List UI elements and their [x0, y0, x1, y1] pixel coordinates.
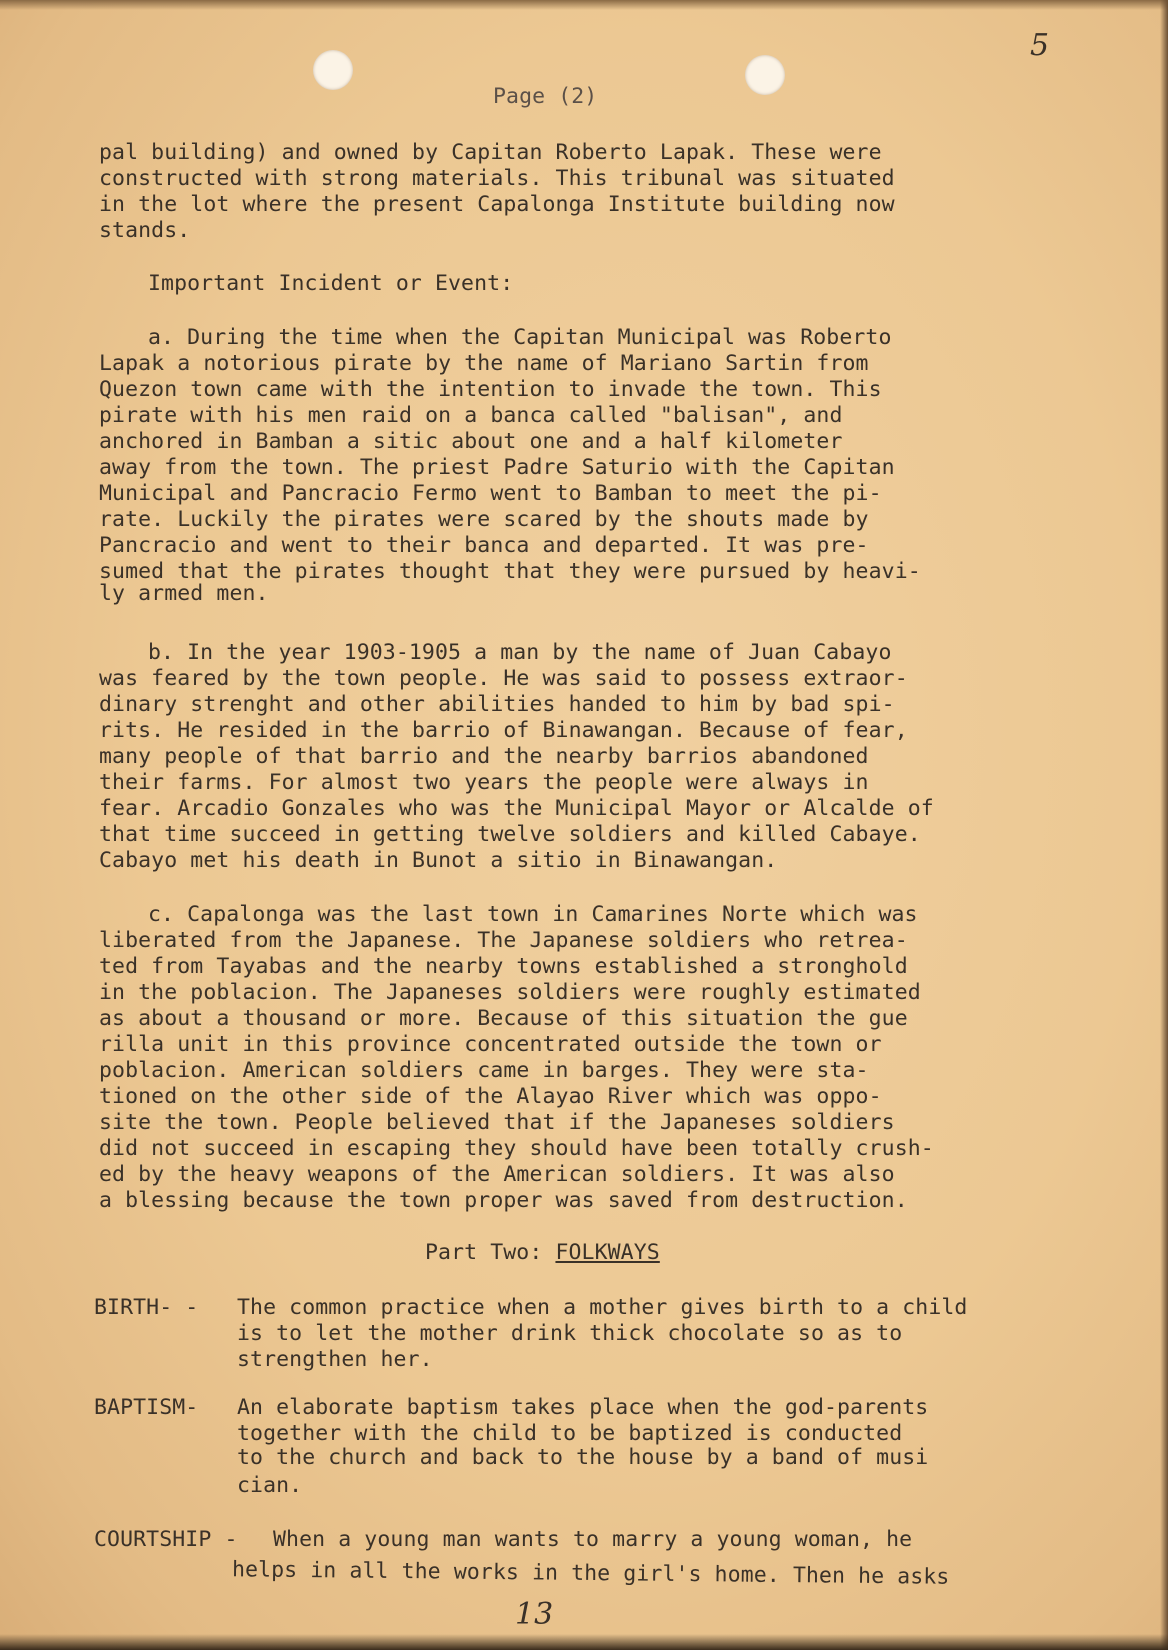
text-line: c. Capalonga was the last town in Camarines Norte which was	[148, 902, 918, 927]
text-line: Quezon town came with the intention to invade the town. This	[99, 377, 882, 402]
folkway-label: BAPTISM-	[94, 1395, 199, 1420]
text-line: sumed that the pirates thought that they were pursued by heavi-	[99, 559, 921, 584]
text-line: liberated from the Japanese. The Japanese soldiers who retrea-	[99, 928, 908, 953]
page-right-edge	[1160, 0, 1168, 1650]
text-line: Cabayo met his death in Bunot a sitio in Binawangan.	[99, 848, 778, 873]
text-line: did not succeed in escaping they should have been totally crush-	[99, 1136, 934, 1161]
text-line: Pancracio and went to their banca and departed. It was pre-	[99, 533, 869, 558]
text-line: rate. Luckily the pirates were scared by the shouts made by	[99, 507, 869, 532]
text-line: fear. Arcadio Gonzales who was the Municipal Mayor or Alcalde of	[99, 796, 934, 821]
folkway-label: BIRTH- -	[94, 1295, 199, 1320]
text-line: b. In the year 1903-1905 a man by the name of Juan Cabayo	[148, 640, 892, 665]
text-line: anchored in Bamban a sitic about one and a half kilometer	[99, 429, 843, 454]
text-line: strengthen her.	[237, 1347, 433, 1372]
incident-heading: Important Incident or Event:	[148, 271, 514, 296]
punch-hole-right	[745, 55, 785, 95]
text-line: constructed with strong materials. This tribunal was situated	[99, 166, 895, 191]
text-line: rits. He resided in the barrio of Binawangan. Because of fear,	[99, 718, 908, 743]
text-line: a. During the time when the Capitan Municipal was Roberto	[148, 325, 892, 350]
text-line: was feared by the town people. He was said to possess extraor-	[99, 666, 908, 691]
text-line: site the town. People believed that if the Japaneses soldiers	[99, 1110, 895, 1135]
text-line: ly armed men.	[99, 581, 269, 606]
text-line: in the lot where the present Capalonga Institute building now	[99, 192, 895, 217]
text-line: The common practice when a mother gives birth to a child	[237, 1295, 968, 1320]
text-line: pal building) and owned by Capitan Roberto Lapak. These were	[99, 140, 882, 165]
part-two-title: FOLKWAYS	[555, 1240, 660, 1265]
text-line: tioned on the other side of the Alayao River which was oppo-	[99, 1084, 882, 1109]
text-line: together with the child to be baptized is conducted	[237, 1421, 903, 1446]
text-line: When a young man wants to marry a young woman, he	[273, 1527, 913, 1552]
part-two-prefix: Part Two:	[425, 1240, 556, 1265]
text-line: in the poblacion. The Japaneses soldiers were roughly estimated	[99, 980, 921, 1005]
punch-hole-left	[313, 50, 353, 90]
text-line: ed by the heavy weapons of the American soldiers. It was also	[99, 1162, 895, 1187]
text-line: Municipal and Pancracio Fermo went to Bamban to meet the pi-	[99, 481, 882, 506]
text-line: their farms. For almost two years the people were always in	[99, 770, 869, 795]
text-line: helps in all the works in the girl's home. Then he asks	[231, 1557, 950, 1590]
text-line: ted from Tayabas and the nearby towns established a stronghold	[99, 954, 908, 979]
text-line: dinary strenght and other abilities handed to him by bad spi-	[99, 692, 895, 717]
text-line: cian.	[237, 1473, 303, 1498]
folkway-label: COURTSHIP -	[94, 1527, 238, 1552]
text-line: Lapak a notorious pirate by the name of Mariano Sartin from	[99, 351, 869, 376]
text-line: a blessing because the town proper was saved from destruction.	[99, 1188, 908, 1213]
text-line: is to let the mother drink thick chocolate so as to	[237, 1321, 903, 1346]
text-line: away from the town. The priest Padre Saturio with the Capitan	[99, 455, 895, 480]
text-line: as about a thousand or more. Because of this situation the gue	[99, 1006, 908, 1031]
text-line: poblacion. American soldiers came in barges. They were sta-	[99, 1058, 869, 1083]
handwritten-page-number: 13	[515, 1597, 554, 1632]
folio-number: 5	[1030, 28, 1050, 63]
text-line: many people of that barrio and the nearby barrios abandoned	[99, 744, 869, 769]
text-line: rilla unit in this province concentrated outside the town or	[99, 1032, 882, 1057]
text-line: to the church and back to the house by a band of musi	[237, 1445, 929, 1470]
text-line: pirate with his men raid on a banca called "balisan", and	[99, 403, 843, 428]
text-line: that time succeed in getting twelve soldiers and killed Cabaye.	[99, 822, 921, 847]
part-two-heading	[425, 1240, 660, 1266]
page-top-edge	[0, 0, 1168, 10]
text-line: stands.	[99, 218, 191, 243]
text-line: An elaborate baptism takes place when the god-parents	[237, 1395, 929, 1420]
page-bottom-edge	[0, 1634, 1168, 1650]
page-label: Page (2)	[493, 84, 598, 109]
